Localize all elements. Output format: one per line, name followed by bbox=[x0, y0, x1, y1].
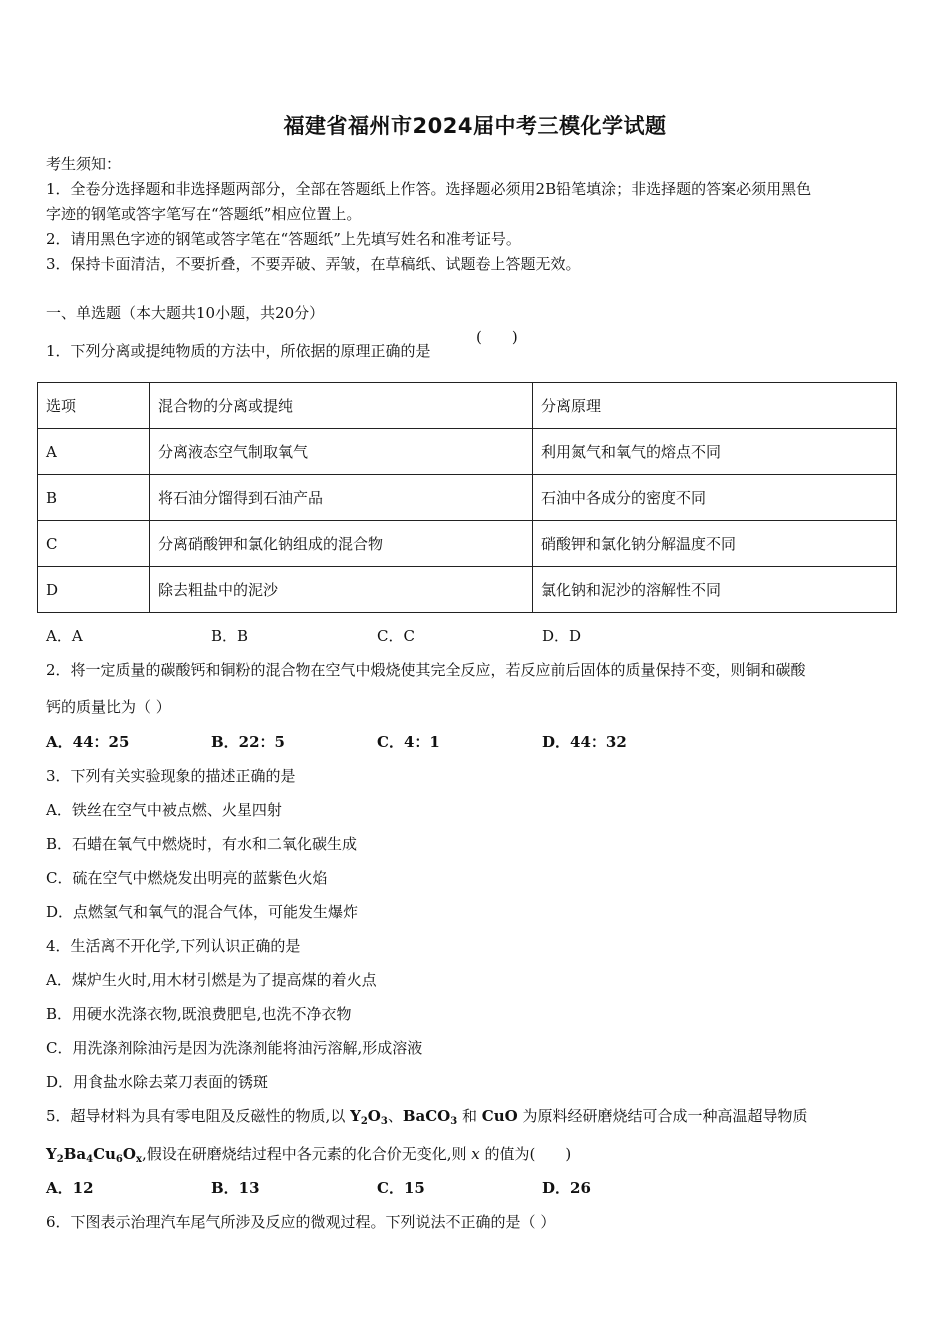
question-5-option-b: B．13 bbox=[211, 1179, 260, 1197]
question-3-option-a: A．铁丝在空气中被点燃、火星四射 bbox=[46, 801, 282, 819]
question-4-option-b: B．用硬水洗涤衣物,既浪费肥皂,也洗不净衣物 bbox=[46, 1005, 352, 1023]
question-5-stem: 5．超导材料为具有零电阻及反磁性的物质,以 $Y_2O_3$、BaCO$_3$ 和 CuO 为原料经研磨烧结可合成一种高温超导物质 bbox=[46, 1107, 808, 1127]
question-2-stem-cont: 钙的质量比为（ ） bbox=[46, 698, 171, 716]
question-3-option-b: B．石蜡在氧气中燃烧时，有水和二氧化碳生成 bbox=[46, 835, 358, 853]
question-5-text: 5．超导材料为具有零电阻及反磁性的物质,以 bbox=[46, 1107, 351, 1125]
notice-item-1: 1．全卷分选择题和非选择题两部分，全部在答题纸上作答。选择题必须用2B铅笔填涂；非选择题的答案必须用黑色 bbox=[46, 180, 812, 198]
table-row bbox=[38, 521, 897, 567]
question-1-table bbox=[37, 382, 897, 613]
table-row bbox=[38, 567, 897, 613]
table-cell: 分离硝酸钾和氯化钠组成的混合物 bbox=[150, 521, 533, 567]
question-1-option-c: C．C bbox=[377, 627, 415, 645]
question-3-stem: 3．下列有关实验现象的描述正确的是 bbox=[46, 767, 296, 785]
question-3-option-d: D．点燃氢气和氧气的混合气体，可能发生爆炸 bbox=[46, 903, 359, 921]
table-header-cell: 混合物的分离或提纯 bbox=[150, 383, 533, 429]
question-4-stem: 4．生活离不开化学,下列认识正确的是 bbox=[46, 937, 301, 955]
table-cell: 将石油分馏得到石油产品 bbox=[150, 475, 533, 521]
formula-cuo: CuO bbox=[481, 1107, 518, 1125]
question-1-answer-paren: ( ) bbox=[476, 328, 518, 346]
question-1-stem: 1．下列分离或提纯物质的方法中，所依据的原理正确的是 bbox=[46, 342, 431, 360]
question-2-option-b: B．22：5 bbox=[211, 733, 285, 751]
formula-superconductor: $Y_2Ba_4Cu_6O_x$ bbox=[46, 1145, 142, 1165]
table-cell: D bbox=[38, 567, 150, 613]
table-row bbox=[38, 429, 897, 475]
table-cell: B bbox=[38, 475, 150, 521]
table-cell: 除去粗盐中的泥沙 bbox=[150, 567, 533, 613]
formula-y2o3: $Y_2O_3$ bbox=[350, 1107, 388, 1127]
question-3-option-c: C．硫在空气中燃烧发出明亮的蓝紫色火焰 bbox=[46, 869, 328, 887]
table-cell: 石油中各成分的密度不同 bbox=[533, 475, 897, 521]
question-6-stem: 6．下图表示治理汽车尾气所涉及反应的微观过程。下列说法不正确的是（ ） bbox=[46, 1213, 556, 1231]
table-cell: 硝酸钾和氯化钠分解温度不同 bbox=[533, 521, 897, 567]
page-title: 福建省福州市2024届中考三模化学试题 bbox=[283, 114, 667, 138]
question-2-option-d: D．44：32 bbox=[542, 733, 627, 751]
question-2-stem: 2．将一定质量的碳酸钙和铜粉的混合物在空气中煅烧使其完全反应，若反应前后固体的质量保持不变，则铜和碳酸 bbox=[46, 661, 806, 679]
variable-x: x bbox=[471, 1145, 480, 1163]
notice-item-3: 3．保持卡面清洁，不要折叠，不要弄破、弄皱，在草稿纸、试题卷上答题无效。 bbox=[46, 255, 581, 273]
question-4-option-c: C．用洗涤剂除油污是因为洗涤剂能将油污溶解,形成溶液 bbox=[46, 1039, 423, 1057]
question-2-option-a: A．44：25 bbox=[46, 733, 130, 751]
table-cell: 氯化钠和泥沙的溶解性不同 bbox=[533, 567, 897, 613]
question-5-option-c: C．15 bbox=[377, 1179, 425, 1197]
table-row bbox=[38, 475, 897, 521]
table-cell: 分离液态空气制取氧气 bbox=[150, 429, 533, 475]
table-cell: 利用氮气和氧气的熔点不同 bbox=[533, 429, 897, 475]
question-4-option-d: D．用食盐水除去菜刀表面的锈斑 bbox=[46, 1073, 269, 1091]
formula-baco3: BaCO$_3$ bbox=[402, 1107, 458, 1127]
question-5-option-a: A．12 bbox=[46, 1179, 94, 1197]
table-header-cell: 分离原理 bbox=[533, 383, 897, 429]
table-header-cell: 选项 bbox=[38, 383, 150, 429]
question-1-option-d: D．D bbox=[542, 627, 582, 645]
question-2-option-c: C．4：1 bbox=[377, 733, 440, 751]
notice-item-1-cont: 字迹的钢笔或答字笔写在“答题纸”相应位置上。 bbox=[46, 205, 362, 223]
table-header-row bbox=[38, 383, 897, 429]
table-cell: A bbox=[38, 429, 150, 475]
question-1-option-a: A．A bbox=[46, 627, 83, 645]
notice-item-2: 2．请用黑色字迹的钢笔或答字笔在“答题纸”上先填写姓名和准考证号。 bbox=[46, 230, 521, 248]
question-1-option-b: B．B bbox=[211, 627, 249, 645]
notice-heading: 考生须知： bbox=[46, 155, 122, 173]
table-cell: C bbox=[38, 521, 150, 567]
section-heading: 一、单选题（本大题共10小题，共20分） bbox=[46, 304, 325, 322]
question-5-stem-cont: $Y_2Ba_4Cu_6O_x$,假设在研磨烧结过程中各元素的化合价无变化,则 x 的值为( ) bbox=[46, 1145, 572, 1165]
question-5-option-d: D．26 bbox=[542, 1179, 591, 1197]
question-4-option-a: A．煤炉生火时,用木材引燃是为了提高煤的着火点 bbox=[46, 971, 377, 989]
